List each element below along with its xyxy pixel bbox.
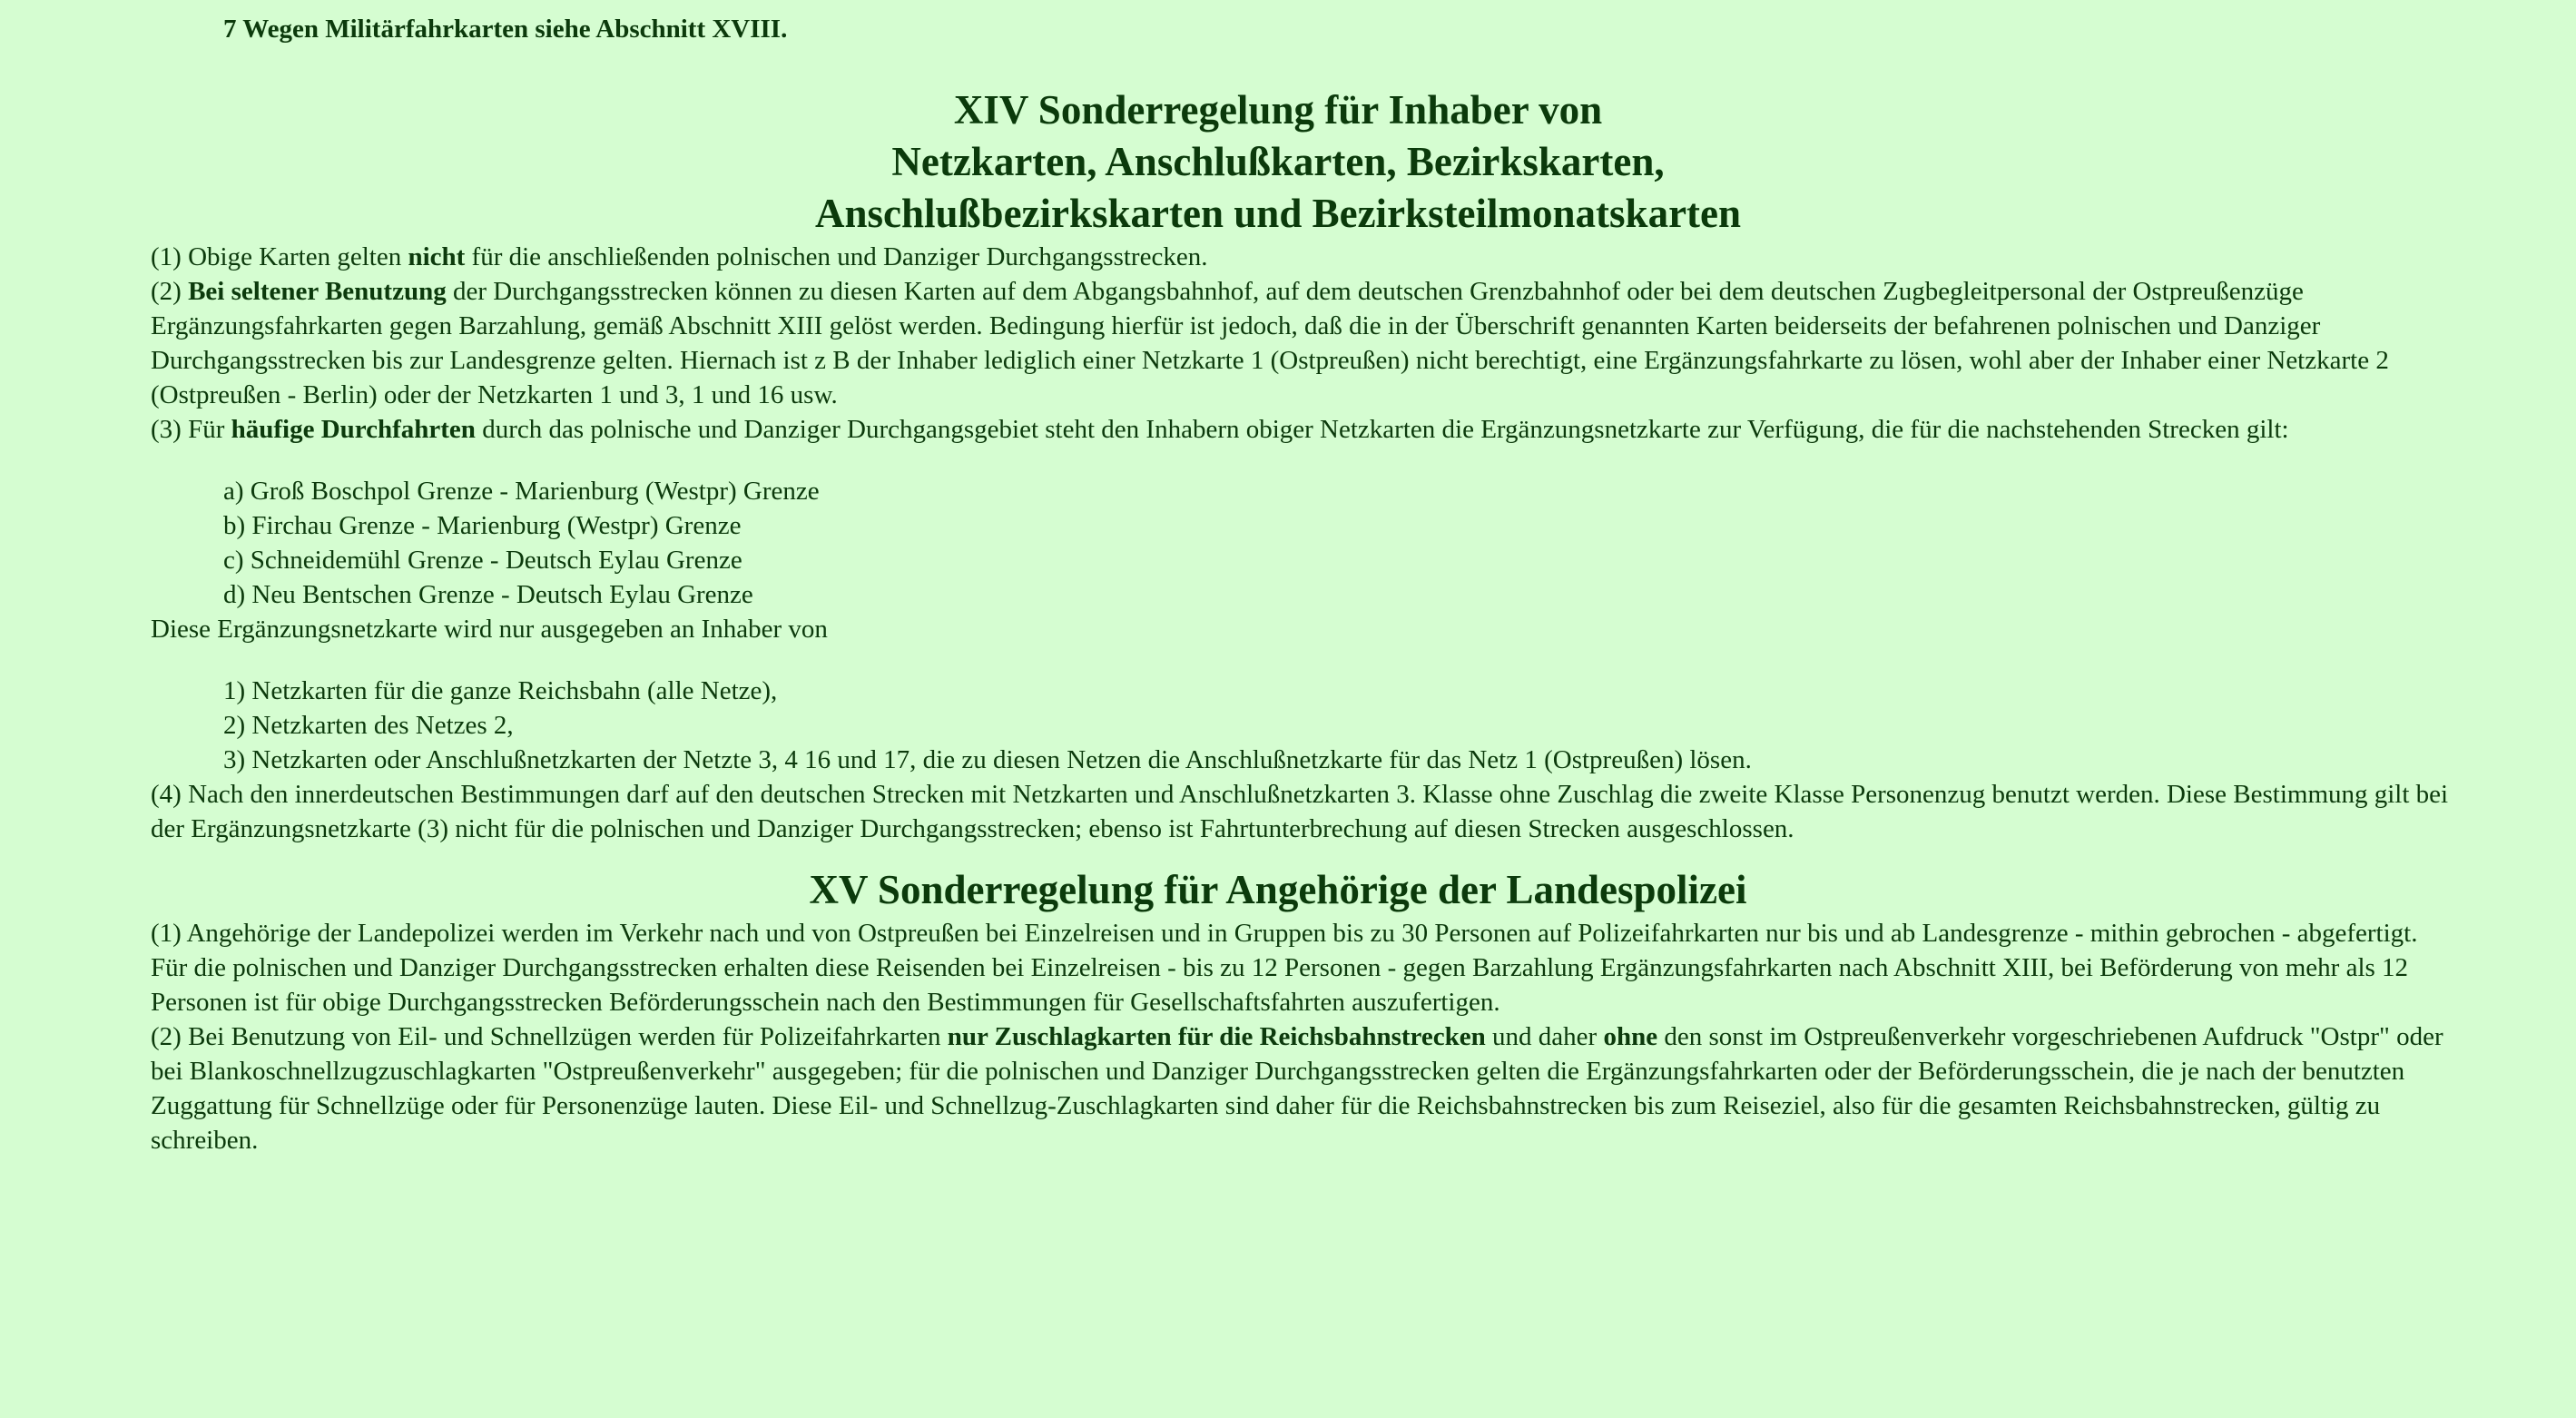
paragraph-text: (3) Für xyxy=(151,415,231,444)
paragraph-emphasis: Bei seltener Benutzung xyxy=(188,277,447,306)
route-item: a) Groß Boschpol Grenze - Marienburg (Westpr) Grenze xyxy=(223,477,820,506)
section-xiv-title-line-3: Anschlußbezirkskarten und Bezirksteilmonatskarten xyxy=(814,191,1742,236)
paragraph-text: der Durchgangsstrecken können zu diesen Karten auf dem Abgangsbahnhof, auf dem deutschen Grenzbahnhof oder bei dem deutschen Zugbegleitpersonal der Ostpreußenzüge Ergänzungsfahrkarten gegen Barzahlung, gemäß Abschnitt XIII gelöst werden. Bedingung hierfür ist jedoch, daß die in der Überschrift genannten Karten beiderseits der befahrenen polnischen und Danziger Durchgangsstrecken bis zur Landesgrenze gelten. Hiernach ist z B der Inhaber lediglich einer Netzkarte 1 (Ostpreußen) nicht berechtigt, eine Ergänzungsfahrkarte zu lösen, wohl aber der Inhaber einer Netzkarte 2 (Ostpreußen - Berlin) oder der Netzkarten 1 und 3, 1 und 16 usw. xyxy=(151,277,2389,409)
paragraph-emphasis: nicht xyxy=(408,242,466,271)
holder-item: 1) Netzkarten für die ganze Reichsbahn (alle Netze), xyxy=(223,676,778,705)
holder-item: 2) Netzkarten des Netzes 2, xyxy=(223,711,514,740)
paragraph-text: den sonst im Ostpreußenverkehr vorgeschriebenen Aufdruck "Ostpr" oder bei Blankoschnellzugzuschlagkarten "Ostpreußenverkehr" ausgegeben; für die polnischen und Danziger Durchgangsstrecken gelten die Ergänzungsfahrkarten oder der Beförderungsschein, die je nach der benutzten Zuggattung für Schnellzüge oder für Personenzüge lauten. Diese Eil- und Schnellzug-Zuschlagkarten sind daher für die Reichsbahnstrecken bis zum Reiseziel, also für die gesamten Reichsbahnstrecken, gültig zu schreiben. xyxy=(151,1022,2443,1155)
paragraph-text: (2) Bei Benutzung von Eil- und Schnellzügen werden für Polizeifahrkarten xyxy=(151,1022,948,1051)
issue-conditions-text: Diese Ergänzungsnetzkarte wird nur ausgegeben an Inhaber von xyxy=(151,615,828,644)
military-tickets-note: 7 Wegen Militärfahrkarten siehe Abschnitt XVIII. xyxy=(223,15,788,44)
paragraph-text: und daher xyxy=(1485,1022,1604,1051)
holder-item: 3) Netzkarten oder Anschlußnetzkarten der Netzte 3, 4 16 und 17, die zu diesen Netzen die Anschlußnetzkarte für das Netz 1 (Ostpreußen) lösen. xyxy=(223,745,1752,774)
section-xv-paragraph-2 xyxy=(151,1019,2456,1157)
paragraph-text: für die anschließenden polnischen und Danziger Durchgangsstrecken. xyxy=(465,242,1208,271)
paragraph-emphasis: häufige Durchfahrten xyxy=(231,415,476,444)
section-xiv-paragraph-3 xyxy=(151,412,2456,447)
section-xiv-paragraph-1 xyxy=(151,240,2456,274)
route-item: d) Neu Bentschen Grenze - Deutsch Eylau Grenze xyxy=(223,580,753,609)
section-xiv-title-line-2: Netzkarten, Anschlußkarten, Bezirkskarten, xyxy=(891,139,1665,184)
section-xv-paragraph-1: (1) Angehörige der Landepolizei werden im Verkehr nach und von Ostpreußen bei Einzelreisen und in Gruppen bis zu 30 Personen auf Polizeifahrkarten nur bis und ab Landesgrenze - mithin gebrochen - abgefertigt. Für die polnischen und Danziger Durchgangsstrecken erhalten diese Reisenden bei Einzelreisen - bis zu 12 Personen - gegen Barzahlung Ergänzungsfahrkarten nach Abschnitt XIII, bei Beförderung von mehr als 12 Personen ist für obige Durchgangsstrecken Beförderungsschein nach den Bestimmungen für Gesellschaftsfahrten auszufertigen. xyxy=(151,919,2418,1017)
paragraph-text: (1) Obige Karten gelten xyxy=(151,242,408,271)
route-item: c) Schneidemühl Grenze - Deutsch Eylau Grenze xyxy=(223,546,742,575)
section-xiv-paragraph-4: (4) Nach den innerdeutschen Bestimmungen darf auf den deutschen Strecken mit Netzkarten und Anschlußnetzkarten 3. Klasse ohne Zuschlag die zweite Klasse Personenzug benutzt werden. Diese Bestimmung gilt bei der Ergänzungsnetzkarte (3) nicht für die polnischen und Danziger Durchgangsstrecken; ebenso ist Fahrtunterbrechung auf diesen Strecken ausgeschlossen. xyxy=(151,780,2449,843)
section-xiv-paragraph-2 xyxy=(151,274,2456,412)
route-list xyxy=(223,474,2576,612)
section-xv-title: XV Sonderregelung für Angehörige der Landespolizei xyxy=(809,867,1747,912)
paragraph-text: (2) xyxy=(151,277,189,306)
paragraph-emphasis: ohne xyxy=(1603,1022,1658,1051)
paragraph-text: durch das polnische und Danziger Durchgangsgebiet steht den Inhabern obiger Netzkarten die Ergänzungsnetzkarte zur Verfügung, die für die nachstehenden Strecken gilt: xyxy=(475,415,2289,444)
section-xiv-title-line-1: XIV Sonderregelung für Inhaber von xyxy=(953,87,1603,133)
holder-list xyxy=(223,674,2576,777)
section-xiv-title xyxy=(151,84,2405,240)
route-item: b) Firchau Grenze - Marienburg (Westpr) Grenze xyxy=(223,511,742,540)
paragraph-emphasis: nur Zuschlagkarten für die Reichsbahnstrecken xyxy=(947,1022,1486,1051)
